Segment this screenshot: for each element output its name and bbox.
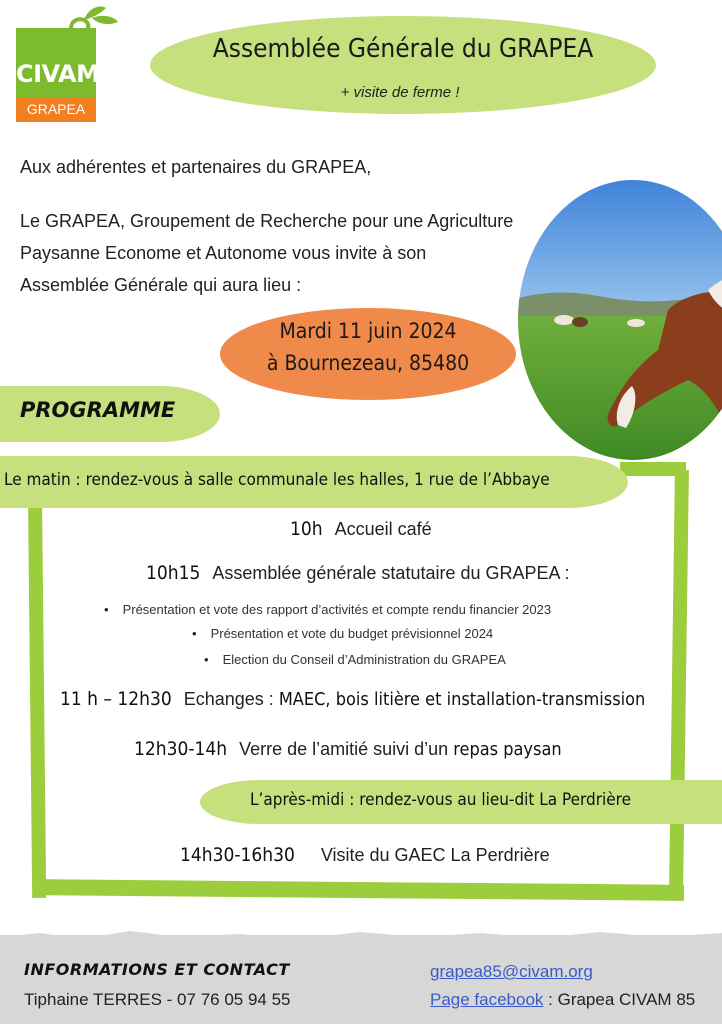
morning-location: Le matin : rendez-vous à salle communale les halles, 1 rue de l’Abbaye	[4, 470, 550, 490]
agenda-time: 10h15	[146, 562, 201, 584]
agenda-time: 10h	[290, 518, 323, 540]
afternoon-location: L’après-midi : rendez-vous au lieu-dit La Perdrière	[250, 790, 632, 810]
bullet-election: • Election du Conseil d’Administration du GRAPEA	[204, 652, 506, 667]
contact-facebook	[430, 990, 695, 1010]
footer-background	[0, 935, 722, 1024]
agenda-time: 12h30-14h	[134, 738, 228, 760]
agenda-row-welcome	[290, 518, 432, 540]
event-date-line: Mardi 11 juin 2024	[279, 319, 457, 343]
programme-heading: PROGRAMME	[20, 398, 176, 422]
facebook-link[interactable]: Page facebook	[430, 990, 544, 1009]
frame-right-stroke	[669, 470, 689, 890]
event-date	[220, 315, 516, 379]
logo-sub: GRAPEA	[26, 101, 86, 117]
frame-left-stroke	[28, 478, 46, 898]
frame-top-stroke	[620, 462, 686, 476]
contact-heading: INFORMATIONS ET CONTACT	[24, 960, 290, 979]
contact-person: Tiphaine TERRES - 07 76 05 94 55	[24, 990, 291, 1009]
bullet-budget: • Présentation et vote du budget prévisionnel 2024	[192, 626, 493, 641]
agenda-row-ag	[146, 562, 570, 584]
intro-line-3: Assemblée Générale qui aura lieu :	[20, 275, 302, 295]
agenda-prefix: Verre de l’amitié suivi d’un	[239, 739, 449, 759]
agenda-text: Assemblée générale statutaire du GRAPEA :	[212, 563, 570, 583]
intro-greeting: Aux adhérentes et partenaires du GRAPEA,	[20, 157, 372, 177]
agenda-row-visit	[180, 844, 550, 866]
event-location: à Bournezeau, 85480	[266, 351, 470, 375]
agenda-text: Accueil café	[334, 519, 432, 539]
agenda-prefix: Echanges :	[183, 689, 274, 709]
intro-line-2: Paysanne Econome et Autonome vous invite à son	[20, 243, 427, 263]
agenda-time: 14h30-16h30	[180, 844, 295, 866]
page-subtitle: + visite de ferme !	[340, 84, 460, 101]
agenda-text: Visite du GAEC La Perdrière	[320, 845, 550, 865]
cow-photo	[518, 180, 722, 460]
agenda-row-exchanges	[60, 688, 645, 710]
contact-email-link[interactable]: grapea85@civam.org	[430, 962, 593, 981]
bullet-reports: • Présentation et vote des rapport d’activités et compte rendu financier 2023	[104, 602, 551, 617]
agenda-time: 11 h – 12h30	[60, 688, 172, 710]
logo-brand: CIVAM	[16, 60, 100, 88]
agenda-meal: repas paysan	[453, 739, 562, 760]
facebook-label: : Grapea CIVAM 85	[543, 990, 696, 1009]
frame-bottom-stroke	[34, 879, 684, 901]
page-title: Assemblée Générale du GRAPEA	[212, 34, 594, 64]
intro-line-1: Le GRAPEA, Groupement de Recherche pour une Agriculture	[20, 211, 514, 231]
agenda-topics: MAEC, bois litière et installation-transmission	[278, 689, 646, 710]
agenda-row-lunch	[134, 738, 562, 760]
leaf-icon	[62, 0, 122, 60]
